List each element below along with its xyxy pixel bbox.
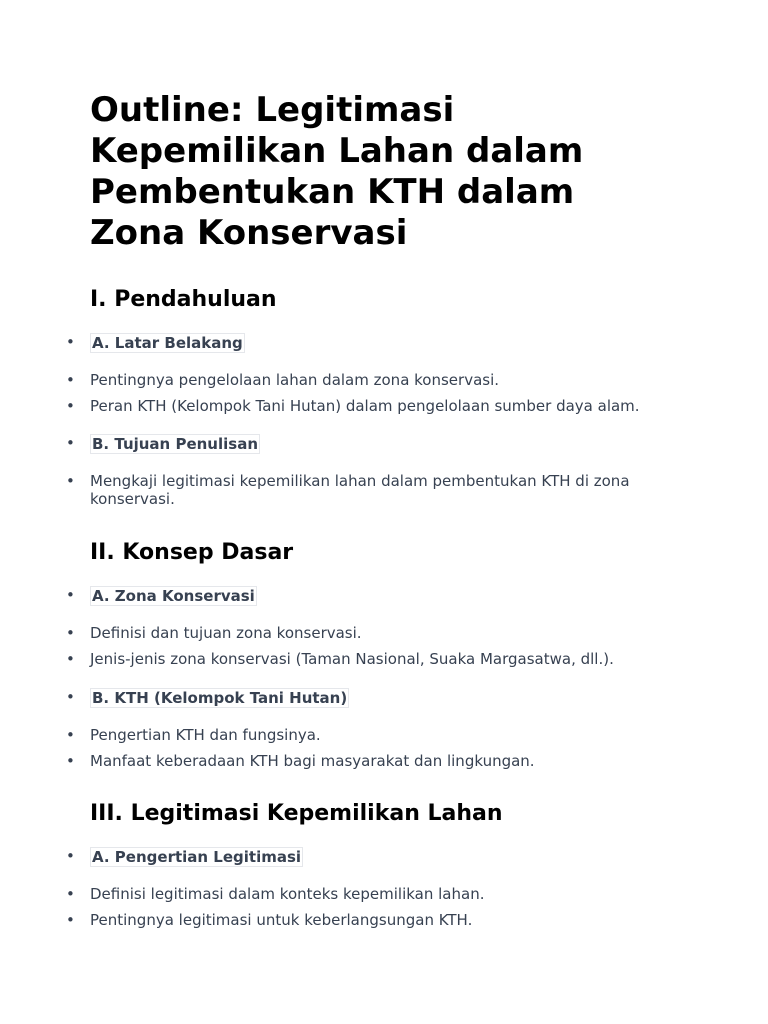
section-heading-pendahuluan: I. Pendahuluan: [90, 287, 277, 312]
list-item-text: Definisi legitimasi dalam konteks kepemilikan lahan.: [90, 885, 485, 903]
subsection-heading: A. Pengertian Legitimasi: [92, 848, 302, 866]
bullet: •: [66, 847, 75, 865]
list-item-text: Jenis-jenis zona konservasi (Taman Nasional, Suaka Margasatwa, dll.).: [90, 650, 614, 668]
list-item-text: Pentingnya legitimasi untuk keberlangsungan KTH.: [90, 911, 473, 929]
list-item: [66, 472, 668, 508]
section-heading-konsep-dasar: II. Konsep Dasar: [90, 540, 294, 565]
list-item: [66, 371, 668, 389]
list-item: [66, 911, 668, 929]
subsection-heading: B. Tujuan Penulisan: [92, 435, 258, 453]
list-item: [66, 397, 668, 415]
subsection-tujuan-penulisan: [66, 434, 668, 454]
list-item-text: Pentingnya pengelolaan lahan dalam zona konservasi.: [90, 371, 500, 389]
bullet: •: [66, 885, 75, 903]
subsection-zona-konservasi: [66, 586, 668, 606]
list-item: [66, 726, 668, 744]
bullet: •: [66, 624, 75, 642]
bullet: •: [66, 752, 75, 770]
bullet: •: [66, 371, 75, 389]
list-item: [66, 650, 668, 668]
subsection-heading: B. KTH (Kelompok Tani Hutan): [92, 689, 348, 707]
list-item-text: Mengkaji legitimasi kepemilikan lahan dalam pembentukan KTH di zona konservasi.: [90, 472, 630, 508]
section-heading-legitimasi: III. Legitimasi Kepemilikan Lahan: [90, 801, 503, 826]
bullet: •: [66, 397, 75, 415]
bullet: •: [66, 333, 75, 351]
bullet: •: [66, 726, 75, 744]
list-item: [66, 885, 668, 903]
subsection-pengertian-legitimasi: [66, 847, 668, 867]
document-title: Outline: Legitimasi Kepemilikan Lahan dalam Pembentukan KTH dalam Zona Konservasi: [90, 90, 584, 253]
bullet: •: [66, 472, 75, 490]
subsection-latar-belakang: [66, 333, 668, 353]
bullet: •: [66, 650, 75, 668]
list-item-text: Definisi dan tujuan zona konservasi.: [90, 624, 362, 642]
subsection-heading: A. Latar Belakang: [92, 334, 243, 352]
bullet: •: [66, 434, 75, 452]
bullet: •: [66, 911, 75, 929]
bullet: •: [66, 586, 75, 604]
list-item: [66, 752, 668, 770]
list-item-text: Manfaat keberadaan KTH bagi masyarakat dan lingkungan.: [90, 752, 535, 770]
list-item-text: Pengertian KTH dan fungsinya.: [90, 726, 321, 744]
bullet: •: [66, 688, 75, 706]
subsection-kth: [66, 688, 668, 708]
subsection-heading: A. Zona Konservasi: [92, 587, 255, 605]
list-item: [66, 624, 668, 642]
list-item-text: Peran KTH (Kelompok Tani Hutan) dalam pengelolaan sumber daya alam.: [90, 397, 640, 415]
